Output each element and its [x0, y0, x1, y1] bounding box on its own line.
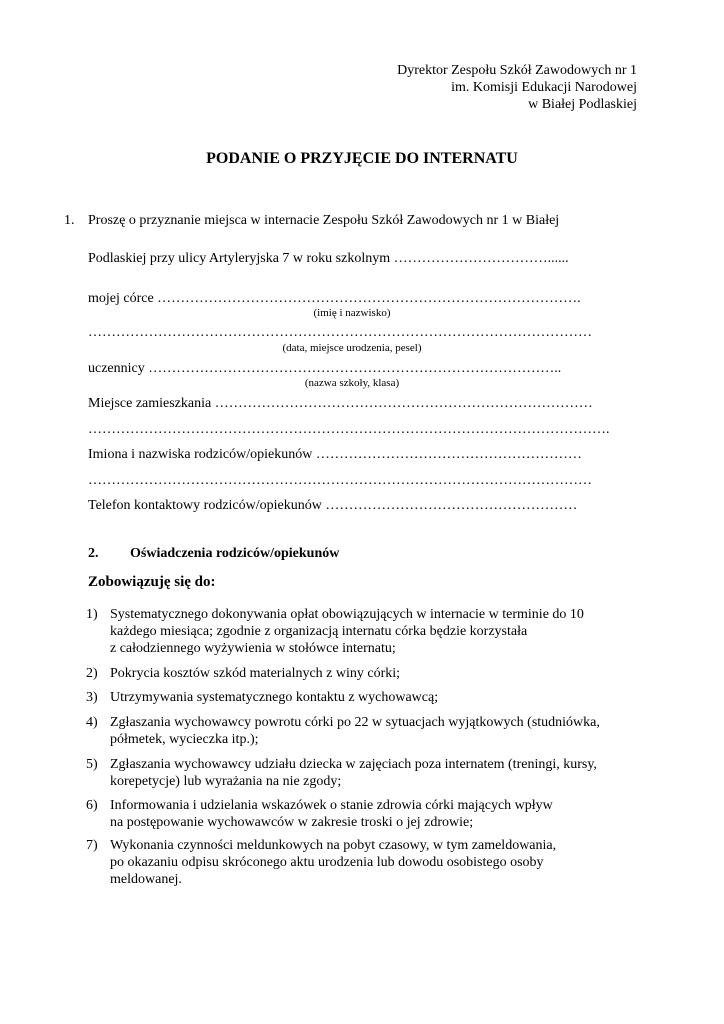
addressee-line: im. Komisji Edukacji Narodowej [451, 80, 637, 95]
student-caption: (nazwa szkoły, klasa) [304, 377, 400, 389]
birth-field[interactable]: ……………………………………………………………………………………………… [88, 325, 592, 340]
parents-field-2[interactable]: ……………………………………………………………………………………………… [88, 473, 592, 488]
student-field[interactable]: uczennicy …………………………………………………………………………….. [88, 361, 562, 376]
obligation-heading: Zobowiązuję się do: [88, 574, 216, 590]
list-item-line: każdego miesiąca; zgodnie z organizacją internatu córka będzie korzystała [110, 624, 528, 639]
request-line-2[interactable]: Podlaskiej przy ulicy Artyleryjska 7 w roku szkolnym ……………………………...... [88, 251, 569, 266]
list-item-line: Systematycznego dokonywania opłat obowiązujących w internacie w terminie do 10 [110, 607, 584, 622]
residence-field[interactable]: Miejsce zamieszkania ……………………………………………………………………… [88, 396, 593, 411]
section2-number: 2. [88, 546, 99, 561]
daughter-caption: (imię i nazwisko) [313, 307, 391, 319]
list-item-line: z całodziennego wyżywienia w stołówce internatu; [110, 641, 396, 656]
list-item-number: 1) [86, 607, 98, 622]
list-item-number: 3) [86, 690, 98, 705]
section2-title: Oświadczenia rodziców/opiekunów [130, 546, 340, 561]
section1-number: 1. [64, 213, 75, 228]
phone-field[interactable]: Telefon kontaktowy rodziców/opiekunów ……………………………………………… [88, 498, 578, 513]
list-item-line: Pokrycia kosztów szkód materialnych z winy córki; [110, 666, 401, 681]
list-item-number: 5) [86, 757, 98, 772]
list-item-line: meldowanej. [110, 872, 182, 887]
list-item-line: półmetek, wycieczka itp.); [110, 732, 259, 747]
list-item-line: na postępowanie wychowawców w zakresie troski o jej zdrowie; [110, 815, 474, 830]
list-item-line: Zgłaszania wychowawcy powrotu córki po 22 w sytuacjach wyjątkowych (studniówka, [110, 715, 600, 730]
addressee-line: Dyrektor Zespołu Szkół Zawodowych nr 1 [397, 63, 637, 78]
request-line-1: Proszę o przyznanie miejsca w internacie Zespołu Szkół Zawodowych nr 1 w Białej [88, 213, 560, 228]
list-item-line: Wykonania czynności meldunkowych na pobyt czasowy, w tym zameldowania, [110, 838, 557, 853]
addressee-line: w Białej Podlaskiej [528, 97, 637, 112]
list-item-line: Informowania i udzielania wskazówek o stanie zdrowia córki mających wpływ [110, 798, 553, 813]
residence-field-2[interactable]: …………………………………………………………………………………………………. [88, 422, 610, 437]
parents-field[interactable]: Imiona i nazwiska rodziców/opiekunów ………………………………………………… [88, 447, 582, 462]
list-item-number: 7) [86, 838, 98, 853]
document-title: PODANIE O PRZYJĘCIE DO INTERNATU [206, 150, 518, 167]
list-item-number: 4) [86, 715, 98, 730]
list-item-number: 6) [86, 798, 98, 813]
list-item-line: korepetycje) lub wyrażania na nie zgody; [110, 774, 342, 789]
daughter-field[interactable]: mojej córce ………………………………………………………………………………. [88, 291, 581, 306]
addressee-block [237, 62, 637, 113]
list-item-line: Zgłaszania wychowawcy udziału dziecka w zajęciach poza internatem (treningi, kursy, [110, 757, 597, 772]
list-item-number: 2) [86, 666, 98, 681]
list-item-line: po okazaniu odpisu skróconego aktu urodzenia lub dowodu osobistego osoby [110, 855, 544, 870]
list-item-line: Utrzymywania systematycznego kontaktu z wychowawcą; [110, 690, 439, 705]
birth-caption: (data, miejsce urodzenia, pesel) [282, 342, 422, 354]
